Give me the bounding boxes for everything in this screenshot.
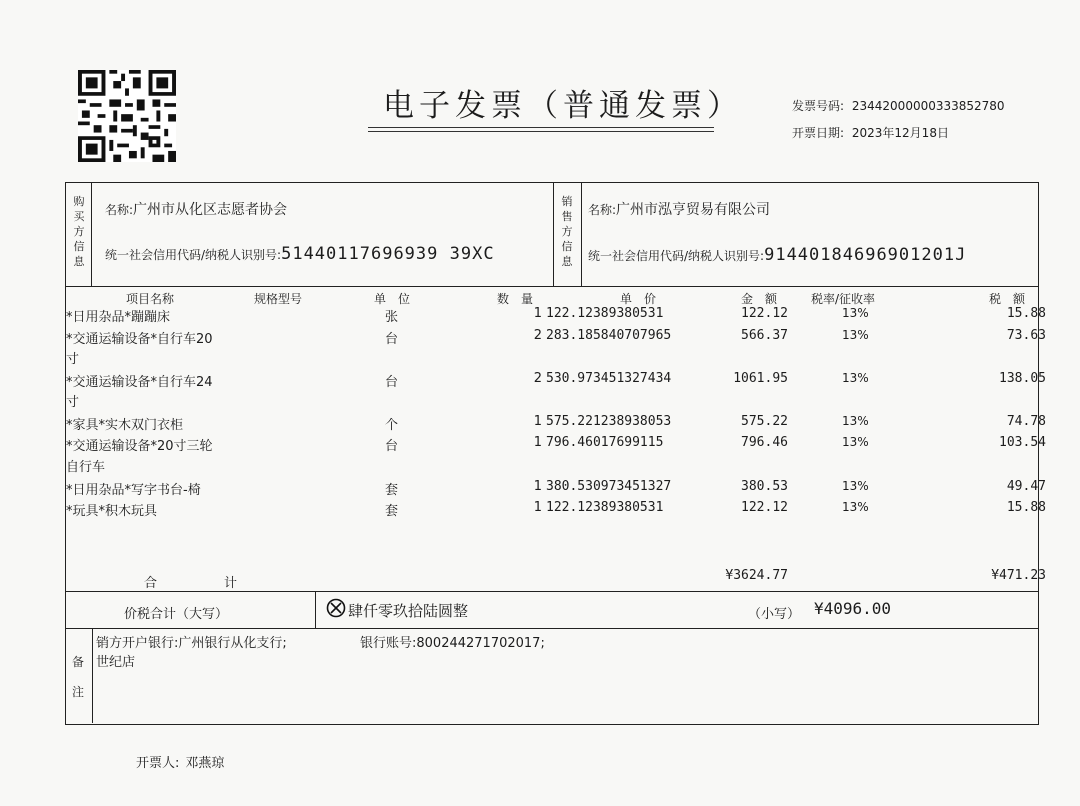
invoice-date <box>792 124 949 141</box>
x-circle-icon <box>326 598 346 618</box>
item-price: 796.46017699115 <box>546 435 664 450</box>
grand-total-small-label: （小写） <box>748 607 801 622</box>
item-rate: 13% <box>842 414 869 428</box>
item-unit: 台 <box>385 439 399 454</box>
item-price: 575.221238938053 <box>546 414 672 429</box>
qr-code <box>78 70 176 162</box>
item-amount: 380.53 <box>741 479 788 494</box>
item-tax: 15.88 <box>1006 500 1046 515</box>
buyer-tax-label: 统一社会信用代码/纳税人识别号: <box>105 248 282 262</box>
item-qty: 1 <box>533 500 542 515</box>
issuer-label: 开票人: <box>136 756 180 771</box>
header-spec: 规格型号 <box>254 292 303 306</box>
seller-tax <box>588 245 966 265</box>
item-price: 283.185840707965 <box>546 328 672 343</box>
item-name: *玩具*积木玩具 <box>66 504 158 519</box>
item-name: *家具*实木双门衣柜 <box>66 418 184 433</box>
header-item: 项目名称 <box>126 292 175 306</box>
item-rate: 13% <box>842 500 869 514</box>
seller-name-value: 广州市泓亨贸易有限公司 <box>616 202 771 218</box>
item-name-cont: 自行车 <box>66 460 106 475</box>
header-amount: 金 额 <box>741 292 778 306</box>
item-rate: 13% <box>842 435 869 449</box>
issuer <box>136 752 224 771</box>
buyer-label-char: 买 <box>73 210 85 223</box>
buyer-section-label <box>72 194 86 269</box>
invoice-date-value: 2023年12月18日 <box>851 126 949 140</box>
item-amount: 122.12 <box>741 306 788 321</box>
item-amount: 122.12 <box>741 500 788 515</box>
buyer-name-label: 名称: <box>105 203 134 217</box>
item-name: *交通运输设备*20寸三轮 <box>66 439 213 454</box>
invoice-title: 电子发票（普通发票） <box>383 88 743 124</box>
buyer-label-char: 方 <box>73 225 85 238</box>
buyer-label-char: 息 <box>73 255 85 268</box>
item-price: 122.12389380531 <box>546 306 664 321</box>
item-qty: 1 <box>533 435 542 450</box>
total-amount: ¥3624.77 <box>725 568 788 583</box>
header-qty: 数 量 <box>497 292 534 306</box>
remarks-account: 银行账号:800244271702017; <box>360 636 545 651</box>
item-unit: 张 <box>385 310 399 325</box>
invoice-number-label: 发票号码: <box>792 99 845 113</box>
item-tax: 15.88 <box>1006 306 1046 321</box>
item-unit: 套 <box>385 483 399 498</box>
item-amount: 1061.95 <box>733 371 788 386</box>
item-price: 530.973451327434 <box>546 371 672 386</box>
item-qty: 1 <box>533 306 542 321</box>
seller-name <box>588 199 770 219</box>
seller-label-char: 息 <box>561 255 573 268</box>
item-rate: 13% <box>842 328 869 342</box>
item-unit: 台 <box>385 332 399 347</box>
item-tax: 73.63 <box>1006 328 1046 343</box>
seller-tax-label: 统一社会信用代码/纳税人识别号: <box>588 249 765 263</box>
header-rate: 税率/征收率 <box>811 292 876 306</box>
item-amount: 566.37 <box>741 328 788 343</box>
buyer-label-char: 信 <box>73 240 85 253</box>
invoice-date-label: 开票日期: <box>792 126 845 140</box>
total-label-he: 合 <box>144 576 158 591</box>
header-tax: 税 额 <box>989 292 1026 306</box>
seller-name-label: 名称: <box>588 203 617 217</box>
issuer-name: 邓燕琼 <box>185 756 225 771</box>
item-unit: 台 <box>385 375 399 390</box>
item-qty: 2 <box>533 371 542 386</box>
header-price: 单 价 <box>620 292 657 306</box>
item-qty: 2 <box>533 328 542 343</box>
item-unit: 套 <box>385 504 399 519</box>
grand-total-label: 价税合计（大写） <box>124 607 229 622</box>
invoice-number-value: 23442000000333852780 <box>851 99 1005 113</box>
invoice-number <box>792 97 1005 114</box>
item-rate: 13% <box>842 479 869 493</box>
buyer-name-value: 广州市从化区志愿者协会 <box>133 202 288 218</box>
title-underline <box>368 127 714 128</box>
item-qty: 1 <box>533 414 542 429</box>
item-rate: 13% <box>842 306 869 320</box>
remarks-label-2: 注 <box>72 685 85 699</box>
buyer-tax <box>105 244 495 264</box>
seller-section-label <box>560 194 574 269</box>
header-unit: 单 位 <box>374 292 411 306</box>
item-tax: 74.78 <box>1006 414 1046 429</box>
item-name: *日用杂品*写字书台-椅 <box>66 483 201 498</box>
seller-label-char: 销 <box>561 195 573 208</box>
remarks-bank-cont: 世纪店 <box>96 655 136 670</box>
title-underline-2 <box>368 131 714 132</box>
item-tax: 138.05 <box>999 371 1046 386</box>
item-name-cont: 寸 <box>66 395 80 410</box>
item-rate: 13% <box>842 371 869 385</box>
remarks-label-1: 备 <box>72 655 85 669</box>
seller-label-char: 方 <box>561 225 573 238</box>
item-price: 380.530973451327 <box>546 479 672 494</box>
item-price: 122.12389380531 <box>546 500 664 515</box>
item-amount: 796.46 <box>741 435 788 450</box>
total-tax: ¥471.23 <box>991 568 1046 583</box>
remarks-bank: 销方开户银行:广州银行从化支行; <box>96 636 287 651</box>
item-unit: 个 <box>385 418 399 433</box>
seller-label-char: 售 <box>561 210 573 223</box>
item-name-cont: 寸 <box>66 352 80 367</box>
seller-label-char: 信 <box>561 240 573 253</box>
item-name: *日用杂品*蹦蹦床 <box>66 310 171 325</box>
item-name: *交通运输设备*自行车24 <box>66 375 213 390</box>
buyer-name <box>105 199 287 219</box>
item-tax: 103.54 <box>999 435 1046 450</box>
seller-tax-id: 91440184696901201J <box>764 245 967 265</box>
item-name: *交通运输设备*自行车20 <box>66 332 213 347</box>
buyer-tax-id: 51440117696939 39XC <box>281 244 495 264</box>
grand-total-words: 肆仟零玖拾陆圆整 <box>348 602 469 620</box>
item-tax: 49.47 <box>1006 479 1046 494</box>
total-label-ji: 计 <box>224 576 238 591</box>
item-amount: 575.22 <box>741 414 788 429</box>
buyer-label-char: 购 <box>73 195 85 208</box>
item-qty: 1 <box>533 479 542 494</box>
grand-total-small-value: ¥4096.00 <box>814 599 892 618</box>
